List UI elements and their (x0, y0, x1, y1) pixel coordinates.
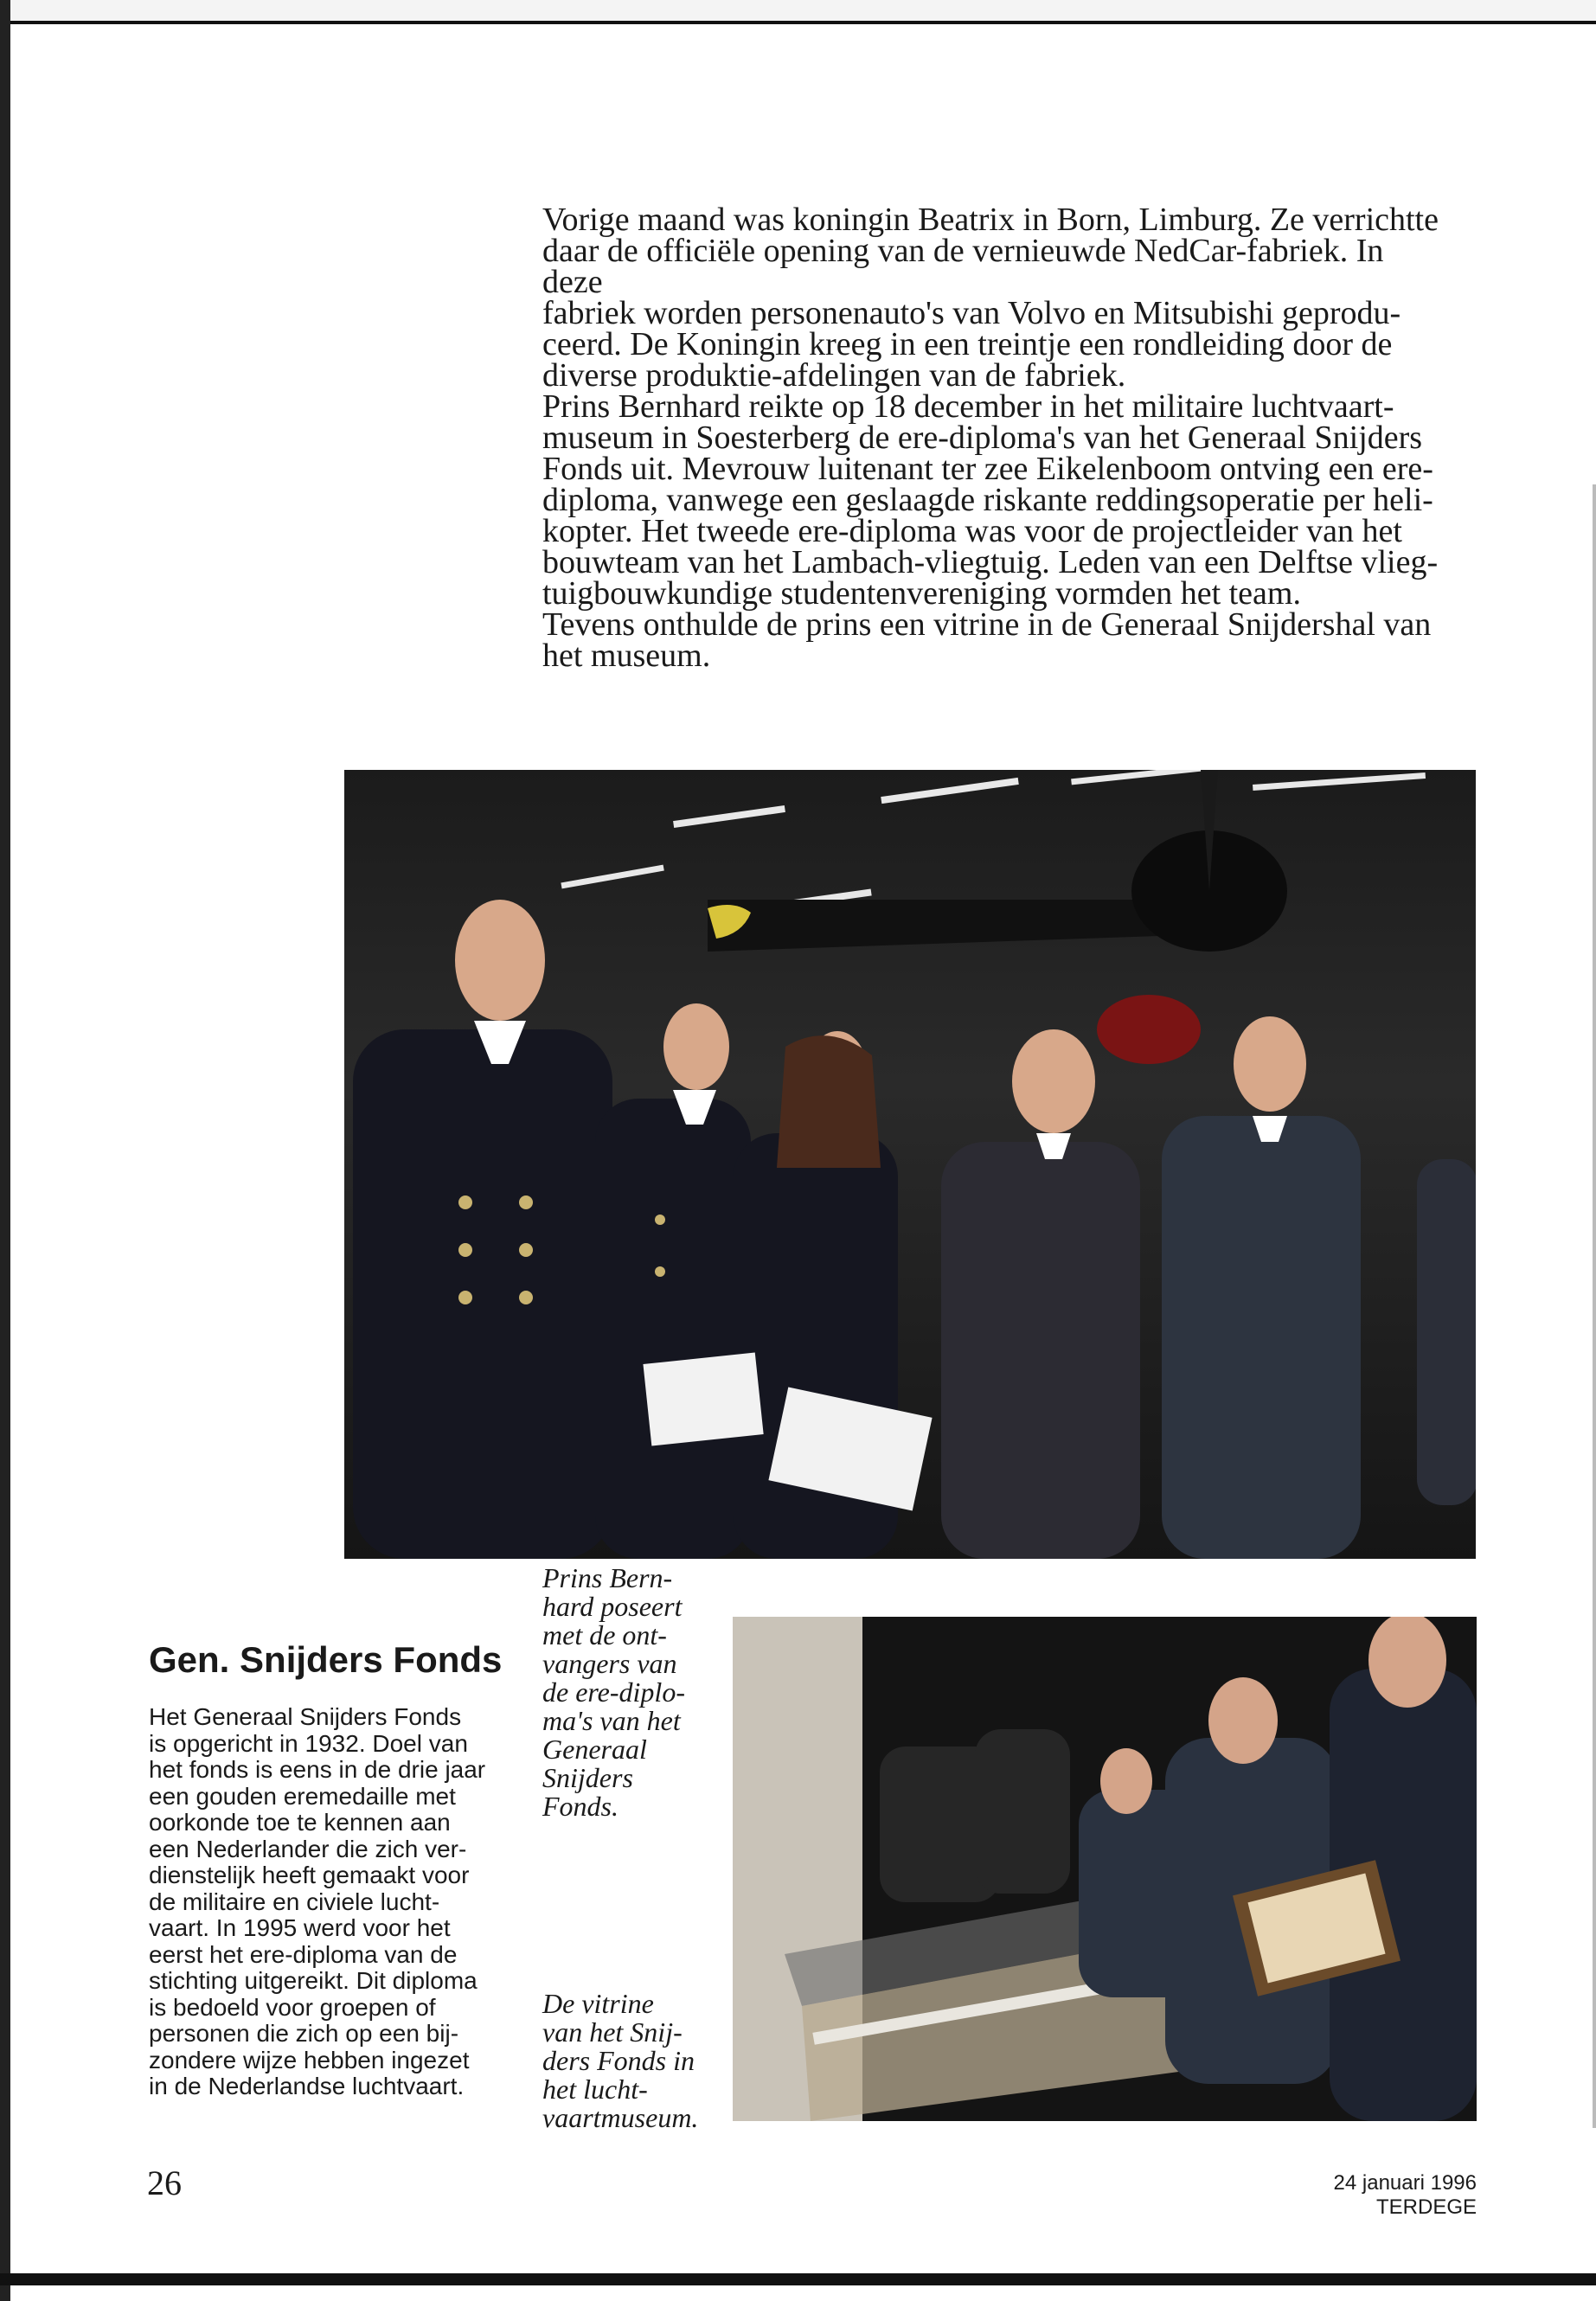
photo-caption-display-case: De vitrine van het Snij- ders Fonds in het lucht- vaartmuseum. (542, 1988, 699, 2133)
page-number: 26 (147, 2163, 182, 2202)
article-line: diploma, vanwege een geslaagde riskante reddingsoperatie per heli- (542, 482, 1433, 518)
article-line: Fonds uit. Mevrouw luitenant ter zee Eikelenboom ontving een ere- (542, 451, 1433, 487)
article-line: Tevens onthulde de prins een vitrine in de Generaal Snijdershal van (542, 606, 1432, 643)
bottom-border (0, 2273, 1596, 2285)
photo-award-recipients-illustration (344, 770, 1476, 1559)
photo-award-recipients (344, 770, 1476, 1559)
issue-date-footer: 24 januari 1996 TERDEGE (1333, 2171, 1477, 2219)
photo-display-case (733, 1617, 1477, 2121)
article-line: Prins Bernhard reikte op 18 december in het militaire luchtvaart- (542, 388, 1394, 425)
sidebar-heading: Gen. Snijders Fonds (149, 1639, 503, 1680)
article-line: daar de officiële opening van de vernieuwde NedCar-fabriek. In deze (542, 233, 1384, 300)
right-scan-edge (1593, 484, 1596, 2128)
article-line: museum in Soesterberg de ere-diploma's van het Generaal Snijders (542, 420, 1423, 456)
article-line: fabriek worden personenauto's van Volvo en Mitsubishi geprodu- (542, 295, 1401, 331)
article-line: diverse produktie-afdelingen van de fabriek. (542, 357, 1126, 394)
article-line: tuigbouwkundige studentenvereniging vormden het team. (542, 575, 1301, 612)
left-border (0, 0, 10, 2301)
article-text (542, 202, 1439, 674)
article-line: kopter. Het tweede ere-diploma was voor de projectleider van het (542, 513, 1402, 549)
sidebar-body: Het Generaal Snijders Fonds is opgericht in 1932. Doel van het fonds is eens in de drie jaar een gouden eremedaille met oorkonde toe te kennen aan een Nederlander die zich ver- dienstelijk heeft gemaakt voor de militaire en civiele lucht- vaart. In 1995 werd voor het eerst het ere-diploma van de stichting uitgereikt. Dit diploma is bedoeld voor groepen of personen die zich op een bij- zondere wijze hebben ingezet in de Nederlandse luchtvaart. (149, 1703, 486, 2099)
photo-caption-recipients: Prins Bern- hard poseert met de ont- vangers van de ere-diplo- ma's van het Generaal Snijders Fonds. (542, 1562, 685, 1822)
article-line: het museum. (542, 638, 711, 674)
photo-display-case-illustration (733, 1617, 1477, 2121)
article-line: bouwteam van het Lambach-vliegtuig. Leden van een Delftse vlieg- (542, 544, 1439, 580)
article-line: Vorige maand was koningin Beatrix in Born, Limburg. Ze verrichtte (542, 202, 1439, 238)
top-border (0, 0, 1596, 24)
article-line: ceerd. De Koningin kreeg in een treintje een rondleiding door de (542, 326, 1393, 362)
